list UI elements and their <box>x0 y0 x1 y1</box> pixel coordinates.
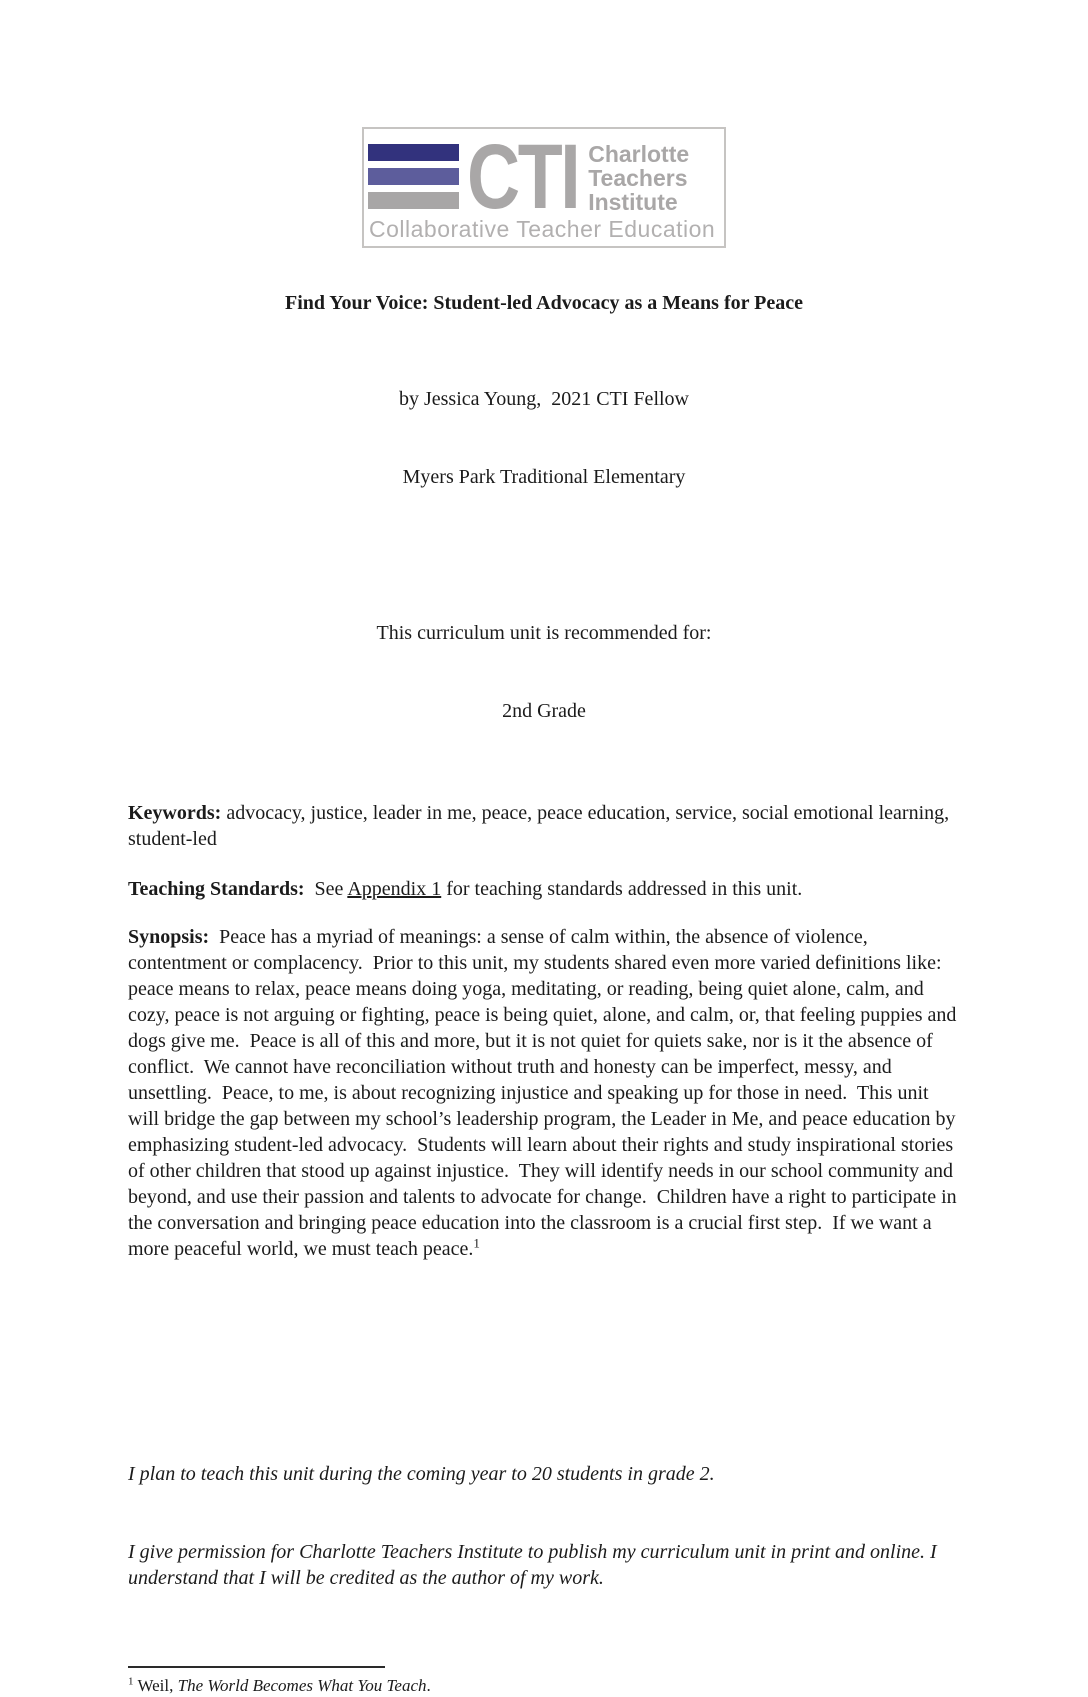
footnote <box>128 1675 960 1697</box>
recommended-grade <box>128 568 960 776</box>
logo-name-line: Charlotte <box>588 141 690 167</box>
logo-bar-bottom <box>368 192 459 209</box>
cti-logo <box>362 127 726 248</box>
recommended-intro: This curriculum unit is recommended for: <box>376 622 712 644</box>
byline-author: by Jessica Young, 2021 CTI Fellow <box>398 388 689 410</box>
logo-institute-name <box>588 142 689 214</box>
permission-line-plan: I plan to teach this unit during the coming year to 20 students in grade 2. <box>128 1463 715 1485</box>
footnote-separator <box>128 1666 385 1668</box>
appendix-1-link[interactable]: Appendix 1 <box>347 878 442 900</box>
keywords-paragraph <box>128 800 960 852</box>
teaching-standards-prefix: See <box>304 878 348 900</box>
footnote-marker: 1 <box>128 1675 134 1688</box>
logo-bar-middle <box>368 168 459 185</box>
synopsis-label: Synopsis: <box>128 926 210 948</box>
keywords-text: advocacy, justice, leader in me, peace, peace education, service, social emotional learning, student-led <box>128 802 955 850</box>
recommended-grade-value: 2nd Grade <box>502 700 586 722</box>
logo-bars-icon <box>368 144 459 216</box>
teaching-standards-paragraph <box>128 876 960 902</box>
permission-line-publish: I give permission for Charlotte Teachers Institute to publish my curriculum unit in print and online. I understand that I will be credited as the author of my work. <box>128 1541 942 1589</box>
logo-bar-top <box>368 144 459 161</box>
keywords-label: Keywords: <box>128 802 222 824</box>
footnote-author: Weil, <box>133 1676 178 1695</box>
synopsis-paragraph <box>128 924 960 1262</box>
document-title: Find Your Voice: Student-led Advocacy as a Means for Peace <box>285 292 803 314</box>
cti-logo-main <box>364 126 724 228</box>
footnote-reference: 1 <box>473 1235 480 1251</box>
synopsis-text: Peace has a myriad of meanings: a sense of calm within, the absence of violence, contentment or complacency. Prior to this unit, my students shared even more varied definitions like: peace means to relax, peace means doing yoga, meditating, or reading, being quiet alone, calm, and cozy, peace is not arguing or fighting, peace is being quiet, alone, and calm, or, that feeling puppies and dogs give me. Peace is all of this and more, but it is not quiet for quiets sake, nor is it the absence of conflict. We cannot have reconciliation without truth and honesty can be imperfect, messy, and unsettling. Peace, to me, is about recognizing injustice and speaking up for those in need. This unit will bridge the gap between my school’s leadership program, the Leader in Me, and peace education by emphasizing student-led advocacy. Students will learn about their rights and study inspirational stories of other children that stood up against injustice. They will identify needs in our school community and beyond, and use their passion and talents to advocate for change. Children have a right to participate in the conversation and bringing peace education into the classroom is a crucial first step. If we want a more peaceful world, we must teach peace. <box>128 926 962 1260</box>
teaching-standards-suffix: for teaching standards addressed in this unit. <box>441 878 803 900</box>
logo-name-line: Teachers <box>588 165 688 191</box>
logo-acronym: CTI <box>467 126 579 228</box>
logo-name-line: Institute <box>588 189 678 215</box>
document-page <box>0 126 1088 1695</box>
footnote-work-title: The World Becomes What You Teach <box>177 1676 427 1695</box>
teaching-standards-label: Teaching Standards: <box>128 878 305 900</box>
byline <box>128 334 960 542</box>
footnote-period: . <box>426 1676 431 1695</box>
byline-school: Myers Park Traditional Elementary <box>402 466 686 488</box>
permission-statement <box>128 1409 960 1643</box>
logo-tagline: Collaborative Teacher Education <box>369 216 716 242</box>
